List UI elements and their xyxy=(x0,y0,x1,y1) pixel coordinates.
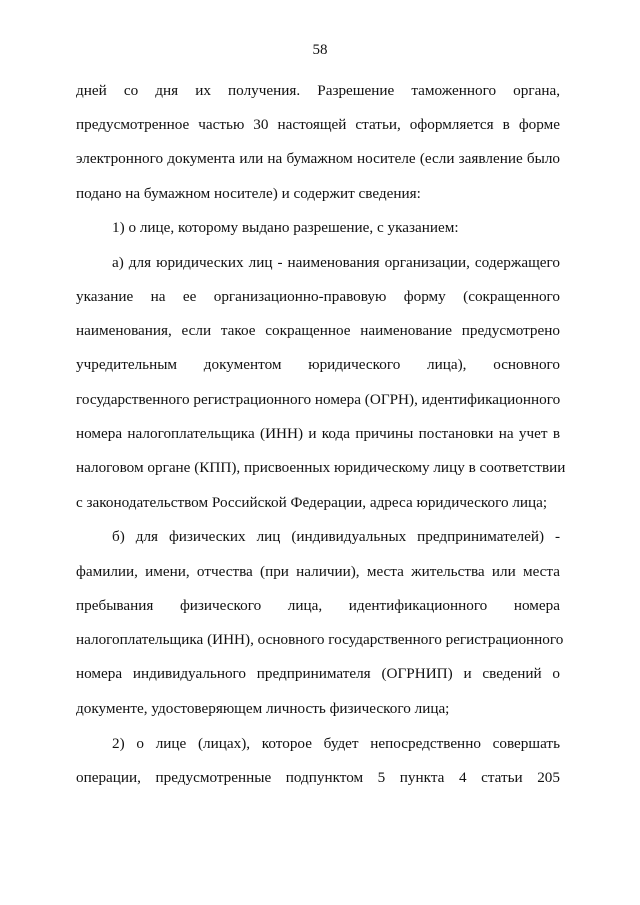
text-line: электронного документа или на бумажном носителе (если заявление было xyxy=(76,150,560,167)
text-line: подано на бумажном носителе) и содержит сведения: xyxy=(76,185,421,202)
text-line: учредительным документом юридического лица), основного xyxy=(76,356,560,373)
text-line: 1) о лице, которому выдано разрешение, с указанием: xyxy=(112,219,459,236)
text-line: б) для физических лиц (индивидуальных предпринимателей) - xyxy=(112,528,560,545)
text-line: налогоплательщика (ИНН), основного государственного регистрационного xyxy=(76,631,564,648)
text-line: операции, предусмотренные подпунктом 5 пункта 4 статьи 205 xyxy=(76,769,560,786)
text-line: фамилии, имени, отчества (при наличии), места жительства или места xyxy=(76,563,560,580)
text-line: номера индивидуального предпринимателя (ОГРНИП) и сведений о xyxy=(76,665,560,682)
text-line: предусмотренное частью 30 настоящей статьи, оформляется в форме xyxy=(76,116,560,133)
text-line: наименования, если такое сокращенное наименование предусмотрено xyxy=(76,322,560,339)
page-number: 58 xyxy=(312,42,328,58)
text-line: 2) о лице (лицах), которое будет непосредственно совершать xyxy=(112,735,560,752)
text-line: документе, удостоверяющем личность физического лица; xyxy=(76,700,450,717)
text-line: указание на ее организационно-правовую форму (сокращенного xyxy=(76,288,560,305)
text-line: государственного регистрационного номера (ОГРН), идентификационного xyxy=(76,391,561,408)
text-line: дней со дня их получения. Разрешение таможенного органа, xyxy=(76,82,560,99)
text-line: налоговом органе (КПП), присвоенных юридическому лицу в соответствии xyxy=(76,459,566,476)
text-line: пребывания физического лица, идентификационного номера xyxy=(76,597,560,614)
text-line: с законодательством Российской Федерации, адреса юридического лица; xyxy=(76,494,548,511)
text-line: номера налогоплательщика (ИНН) и кода причины постановки на учет в xyxy=(76,425,560,442)
text-line: а) для юридических лиц - наименования организации, содержащего xyxy=(112,254,560,271)
